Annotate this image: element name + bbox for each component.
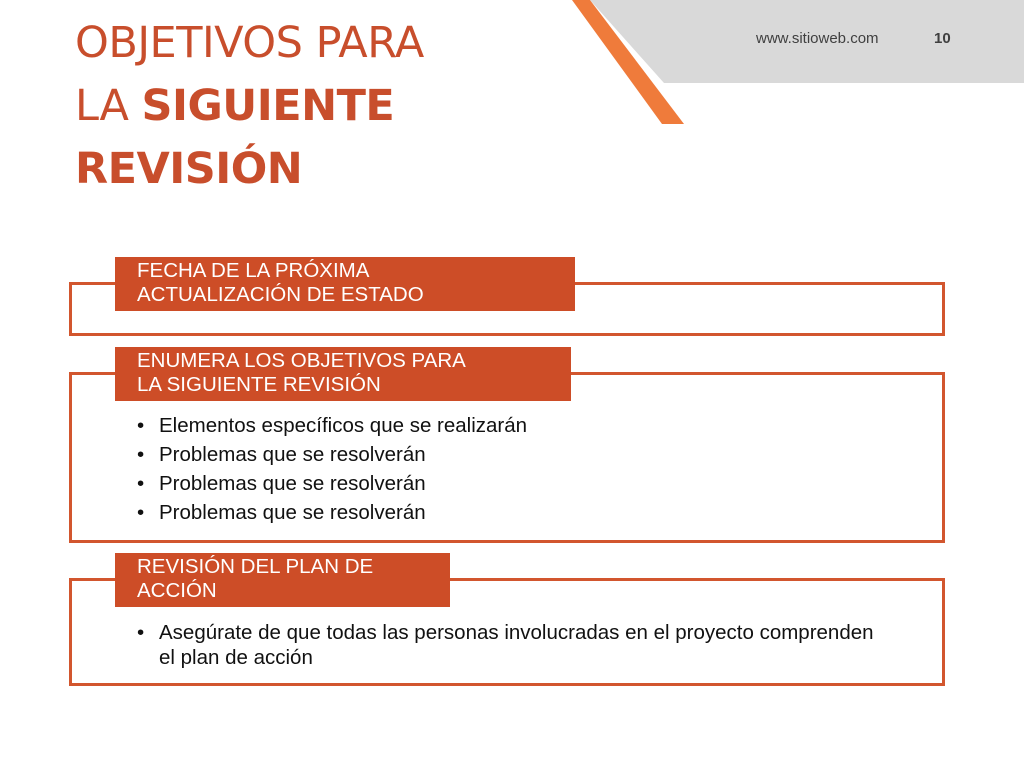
- section-1-heading-line-1: FECHA DE LA PRÓXIMA: [137, 259, 370, 282]
- title-line-2-regular: LA: [75, 81, 142, 131]
- section-2-heading: [115, 347, 571, 401]
- section-3-bullet-list: [137, 620, 877, 670]
- title-line-1: OBJETIVOS PARA: [75, 18, 424, 68]
- list-item: • Problemas que se resolverán: [137, 498, 527, 527]
- title-line-2-bold: SIGUIENTE: [141, 81, 395, 131]
- section-2-heading-line-1: ENUMERA LOS OBJETIVOS PARA: [137, 349, 466, 372]
- section-2-heading-line-2: LA SIGUIENTE REVISIÓN: [137, 373, 381, 396]
- website-url: www.sitioweb.com: [756, 30, 879, 47]
- section-3-heading: [115, 553, 450, 607]
- page-number: 10: [934, 30, 951, 47]
- list-item: • Elementos específicos que se realizarán: [137, 411, 527, 440]
- title-line-3: [75, 138, 424, 201]
- title-line-2: [75, 75, 424, 138]
- section-3-heading-line-2: ACCIÓN: [137, 579, 217, 602]
- title-line-3-bold: REVISIÓN: [75, 144, 303, 194]
- list-item: • Problemas que se resolverán: [137, 440, 527, 469]
- page-title: [75, 12, 424, 201]
- section-2-bullet-list: [137, 411, 527, 527]
- section-1-heading: [115, 257, 575, 311]
- section-1-heading-line-2: ACTUALIZACIÓN DE ESTADO: [137, 283, 424, 306]
- list-item: • Problemas que se resolverán: [137, 469, 527, 498]
- section-3-heading-line-1: REVISIÓN DEL PLAN DE: [137, 555, 374, 578]
- list-item: • Asegúrate de que todas las personas involucradas en el proyecto comprenden el plan de acción: [137, 620, 877, 670]
